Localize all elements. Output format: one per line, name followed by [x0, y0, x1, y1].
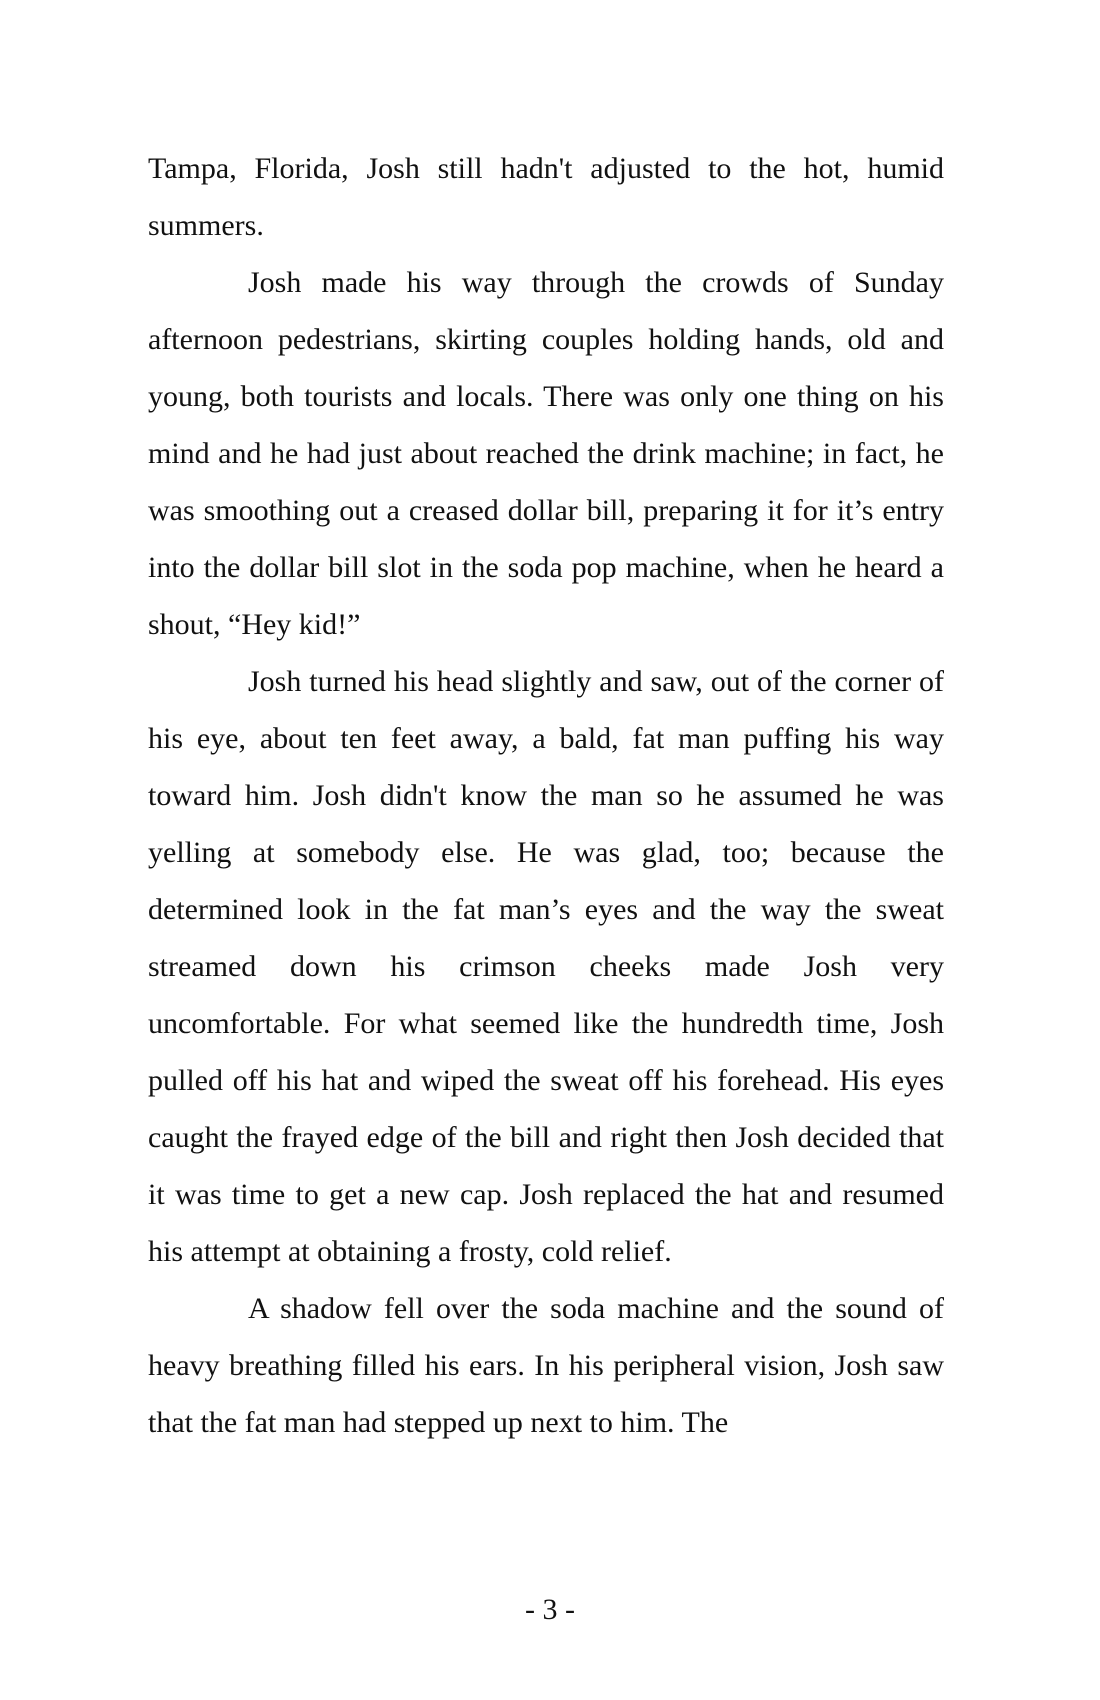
paragraph: A shadow fell over the soda machine and the sound of heavy breathing filled his ears. In his peripheral vision, Josh saw that the fat man had stepped up next to him. The [148, 1292, 944, 1439]
paragraph: Josh made his way through the crowds of Sunday afternoon pedestrians, skirting couples holding hands, old and young, both tourists and locals. There was only one thing on his mind and he had just about reached the drink machine; in fact, he was smoothing out a creased dollar bill, preparing it for it’s entry into the dollar bill slot in the soda pop machine, when he heard a shout, “Hey kid!” [148, 266, 944, 641]
body-text [148, 140, 944, 1451]
paragraph: Josh turned his head slightly and saw, out of the corner of his eye, about ten feet away, a bald, fat man puffing his way toward him. Josh didn't know the man so he assumed he was yelling at somebody else. He was glad, too; because the determined look in the fat man’s eyes and the way the sweat streamed down his crimson cheeks made Josh very uncomfortable. For what seemed like the hundredth time, Josh pulled off his hat and wiped the sweat off his forehead. His eyes caught the frayed edge of the bill and right then Josh decided that it was time to get a new cap. Josh replaced the hat and resumed his attempt at obtaining a frosty, cold relief. [148, 665, 944, 1268]
page-number: - 3 - [525, 1593, 575, 1626]
paragraph-continuation: Tampa, Florida, Josh still hadn't adjusted to the hot, humid summers. [148, 152, 944, 242]
